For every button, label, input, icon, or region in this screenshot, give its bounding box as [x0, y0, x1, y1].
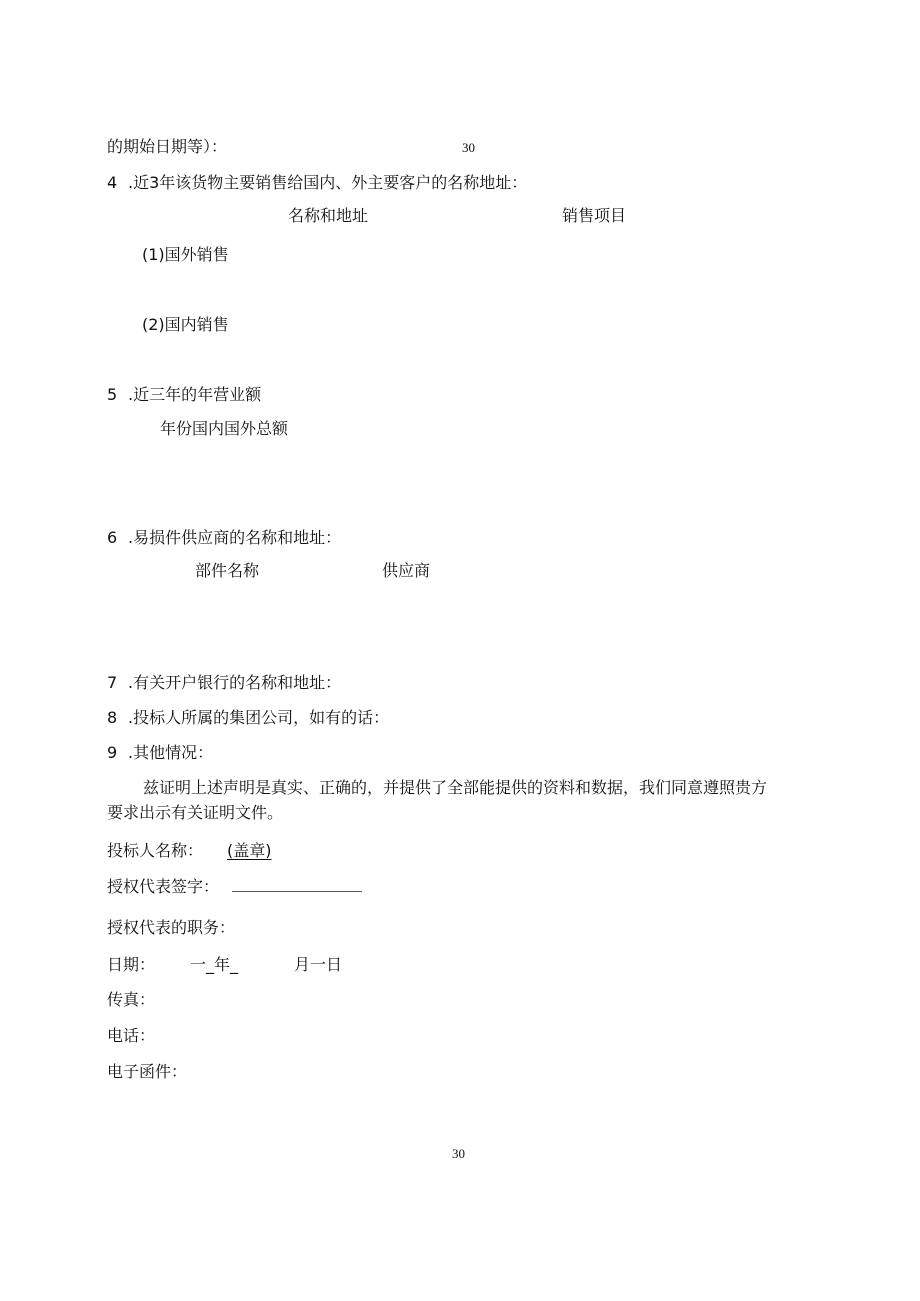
- rep-signature-label: 授权代表签字：: [107, 877, 220, 896]
- rep-position-label: 授权代表的职务：: [107, 918, 236, 937]
- declaration-line-1: 兹证明上述声明是真实、正确的，并提供了全部能提供的资料和数据，我们同意遵照贵方: [143, 778, 768, 797]
- date-year: 一_年_: [190, 955, 239, 974]
- item-4-text: .近3年该货物主要销售给国内、外主要客户的名称地址：: [128, 173, 528, 192]
- item-9-number: 9: [107, 743, 118, 762]
- item-6-column-part-name: 部件名称: [195, 561, 260, 580]
- item-4-foreign-sales: (1)国外销售: [142, 245, 229, 264]
- declaration-line-2: 要求出示有关证明文件。: [107, 803, 284, 822]
- item-8-text: .投标人所属的集团公司，如有的话：: [128, 708, 390, 727]
- item-7-text: .有关开户银行的名称和地址：: [128, 673, 342, 692]
- footer-page-number: 30: [452, 1146, 465, 1161]
- item-6-number: 6: [107, 528, 118, 547]
- seal-placeholder: (盖章): [227, 841, 272, 860]
- top-fragment: 的期始日期等）：: [107, 137, 228, 156]
- bidder-name-label: 投标人名称：: [107, 841, 204, 860]
- item-7-number: 7: [107, 673, 118, 692]
- item-4-domestic-sales: (2)国内销售: [142, 315, 229, 334]
- email-label: 电子函件：: [107, 1062, 188, 1081]
- item-5-table-header: 年份国内国外总额: [160, 419, 289, 438]
- item-6-text: .易损件供应商的名称和地址：: [128, 528, 342, 547]
- fax-label: 传真：: [107, 990, 156, 1009]
- item-5-number: 5: [107, 385, 118, 404]
- date-month-day: 月一日: [294, 955, 343, 974]
- item-8-number: 8: [107, 708, 118, 727]
- item-9-text: .其他情况：: [128, 743, 214, 762]
- signature-line: [232, 891, 362, 892]
- item-5-text: .近三年的年营业额: [128, 385, 262, 404]
- item-6-column-supplier: 供应商: [382, 561, 431, 580]
- item-4-number: 4: [107, 173, 118, 192]
- item-4-column-sales-item: 销售项目: [562, 206, 627, 225]
- phone-label: 电话：: [107, 1026, 156, 1045]
- date-label: 日期：: [107, 955, 156, 974]
- item-4-column-name-address: 名称和地址: [288, 206, 369, 225]
- top-page-number: 30: [462, 140, 475, 155]
